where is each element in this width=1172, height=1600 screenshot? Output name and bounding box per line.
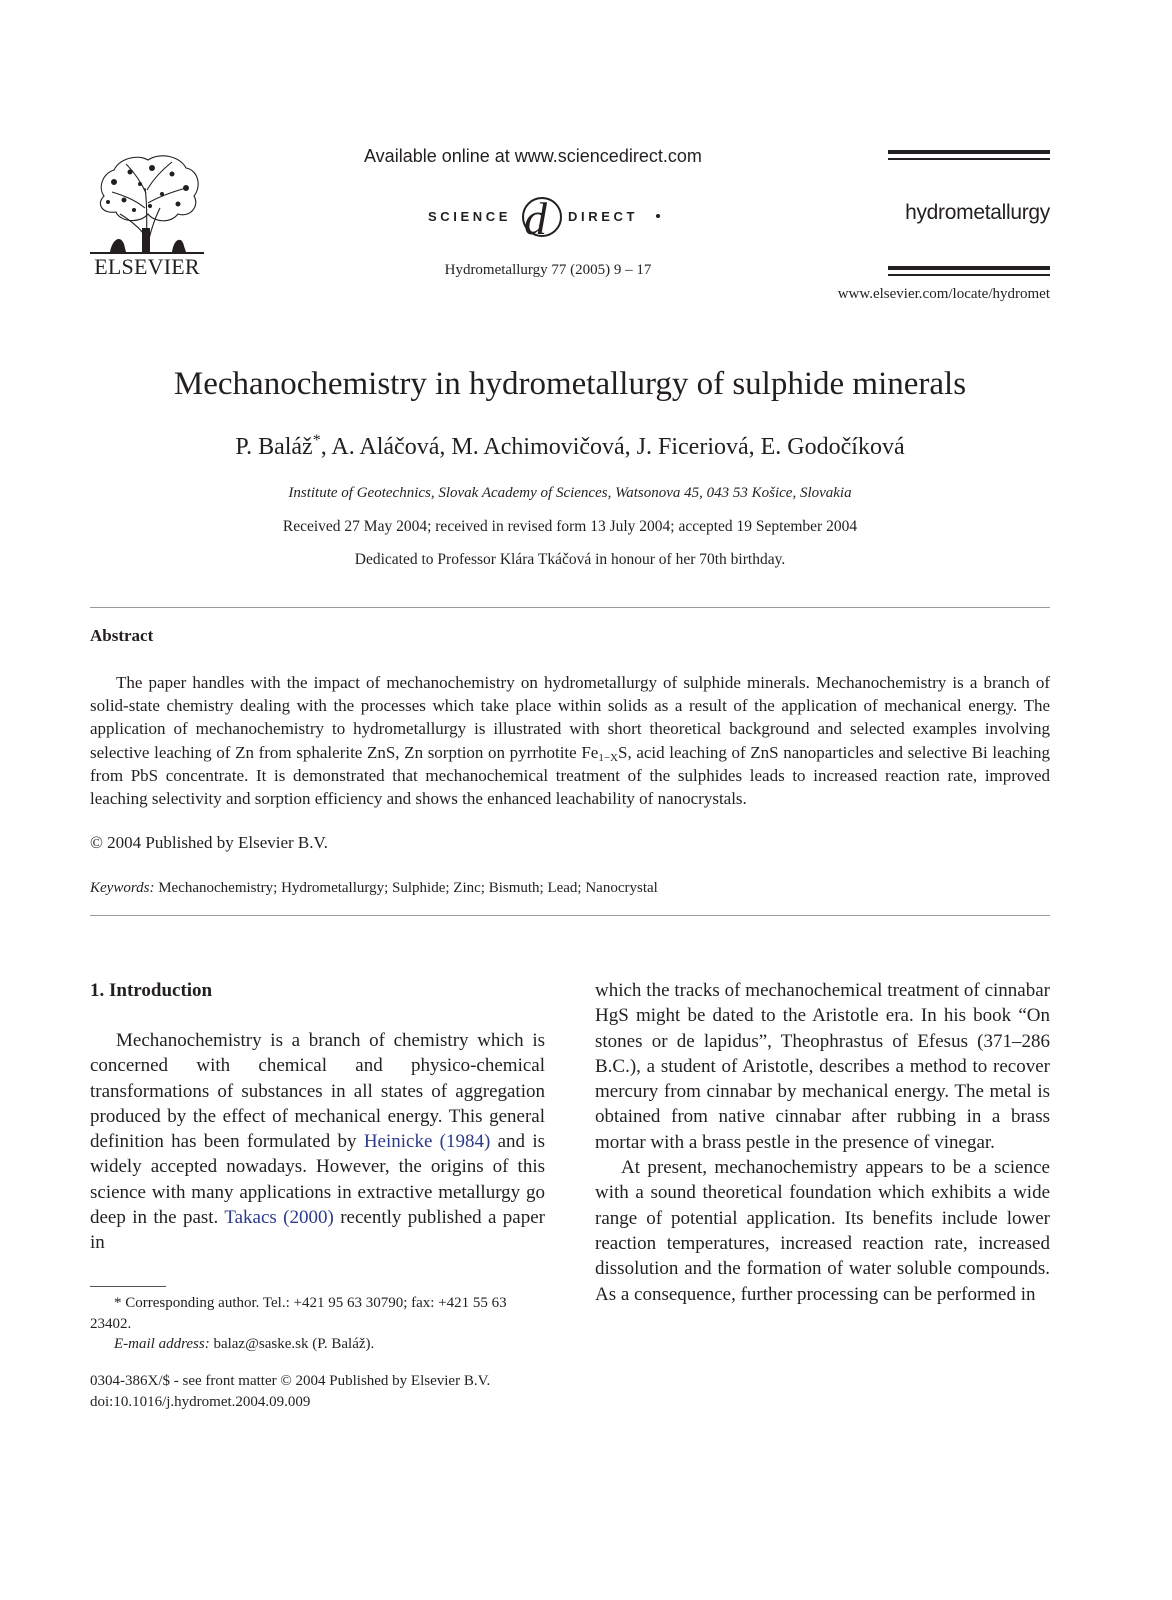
footnote-rule xyxy=(90,1286,166,1287)
intro-paragraph xyxy=(90,1028,545,1256)
citation-link-takacs[interactable]: Takacs (2000) xyxy=(224,1207,334,1229)
elsevier-wordmark: ELSEVIER xyxy=(94,254,200,279)
abstract-text-cont: S, acid leaching of ZnS nanoparticles and selective Bi leaching from PbS concentrate. It is demonstrated that mechanochemical treatment of the sulphides leads to increased reaction rate, improved leaching selectivity and sorption efficiency and shows the enhanced leachability of nanocrystals. xyxy=(90,742,1050,809)
journal-name: hydrometallurgy xyxy=(905,201,1050,224)
corresponding-author-note: * Corresponding author. Tel.: +421 95 63 30790; fax: +421 55 63 23402. xyxy=(90,1295,507,1332)
corresponding-mark[interactable]: * xyxy=(312,432,321,449)
author-rest: , A. Aláčová, M. Achimovičová, J. Ficeriová, E. Godočíková xyxy=(320,434,905,460)
doi-line[interactable]: doi:10.1016/j.hydromet.2004.09.009 xyxy=(90,1393,311,1410)
header-rule-top xyxy=(888,150,1050,160)
journal-citation: Hydrometallurgy 77 (2005) 9 – 17 xyxy=(444,262,652,278)
keywords xyxy=(90,880,658,897)
available-online-text: Available online at www.sciencedirect.com xyxy=(364,146,702,166)
email-address[interactable]: balaz@saske.sk (P. Baláž). xyxy=(213,1336,375,1352)
keywords-list: Mechanochemistry; Hydrometallurgy; Sulphide; Zinc; Bismuth; Lead; Nanocrystal xyxy=(158,880,658,896)
keywords-label: Keywords: xyxy=(90,880,155,896)
affiliation: Institute of Geotechnics, Slovak Academy of Sciences, Watsonova 45, 043 53 Košice, Slovakia xyxy=(288,485,852,501)
abstract-subscript: 1−X xyxy=(598,751,618,764)
footnote xyxy=(90,1293,545,1355)
dedication: Dedicated to Professor Klára Tkáčová in honour of her 70th birthday. xyxy=(354,551,786,568)
abstract-text: The paper handles with the impact of mechanochemistry on hydrometallurgy of sulphide minerals. Mechanochemistry is a branch of solid-state chemistry dealing with the processes which take place within solids as a result of the application of mechanical energy. The application of mechanochemistry to hydrometallurgy is illustrated with short theoretical background and selected examples involving selective leaching of Zn from sphalerite ZnS, Zn sorption on pyrrhotite Fe xyxy=(90,673,1050,762)
abstract-heading: Abstract xyxy=(90,626,154,645)
sciencedirect-logo xyxy=(428,190,664,244)
email-line xyxy=(90,1334,545,1355)
intro-text: Mechanochemistry is a branch of chemistry which is concerned with chemical and physico-chemical transformations of substances in all states of aggregation produced by the effect of mechanical energy. This general definition has been formulated by xyxy=(90,1030,545,1153)
front-matter xyxy=(90,1371,560,1412)
svg-text:d: d xyxy=(524,193,547,244)
received-dates: Received 27 May 2004; received in revised form 13 July 2004; accepted 19 September 2004 xyxy=(282,518,858,535)
svg-text:DIRECT: DIRECT xyxy=(568,209,638,224)
author-first[interactable]: P. Baláž xyxy=(235,434,313,460)
intro-text: recently published a paper in xyxy=(90,1207,545,1254)
right-column xyxy=(595,978,1050,1307)
citation-link-heinicke[interactable]: Heinicke (1984) xyxy=(363,1131,491,1153)
abstract-copyright: © 2004 Published by Elsevier B.V. xyxy=(90,833,328,852)
intro-paragraph: At present, mechanochemistry appears to be a science with a sound theoretical foundation which exhibits a wide range of potential application. Its benefits include lower reaction temperatures, increased reaction rate, increased dissolution and the formation of water soluble compounds. As a consequence, further processing can be performed in xyxy=(595,1157,1050,1305)
email-label: E-mail address: xyxy=(114,1336,210,1352)
abstract-body xyxy=(90,671,1050,810)
divider xyxy=(90,607,1050,608)
intro-text: and is widely accepted nowadays. However, the origins of this science with many applications in extractive metallurgy go deep in the past. xyxy=(90,1131,545,1229)
header-rule-bottom xyxy=(888,266,1050,276)
left-column xyxy=(90,1028,545,1256)
author-list xyxy=(0,432,1140,461)
intro-paragraph: which the tracks of mechanochemical treatment of cinnabar HgS might be dated to the Aristotle era. In his book “On stones or de lapidus”, Theophrastus of Efesus (371–286 B.C.), a student of Aristotle, describes a method to recover mercury from cinnabar by mechanical energy. The metal is obtained from native cinnabar after rubbing in a brass mortar with a brass pestle in the presence of vinegar. xyxy=(595,980,1050,1153)
section-heading: 1. Introduction xyxy=(90,980,213,1001)
journal-url[interactable]: www.elsevier.com/locate/hydromet xyxy=(837,286,1050,302)
issn-line: 0304-386X/$ - see front matter © 2004 Published by Elsevier B.V. xyxy=(90,1373,491,1389)
svg-text:SCIENCE: SCIENCE xyxy=(428,209,511,224)
divider xyxy=(90,915,1050,916)
article-title: Mechanochemistry in hydrometallurgy of sulphide minerals xyxy=(173,366,967,402)
